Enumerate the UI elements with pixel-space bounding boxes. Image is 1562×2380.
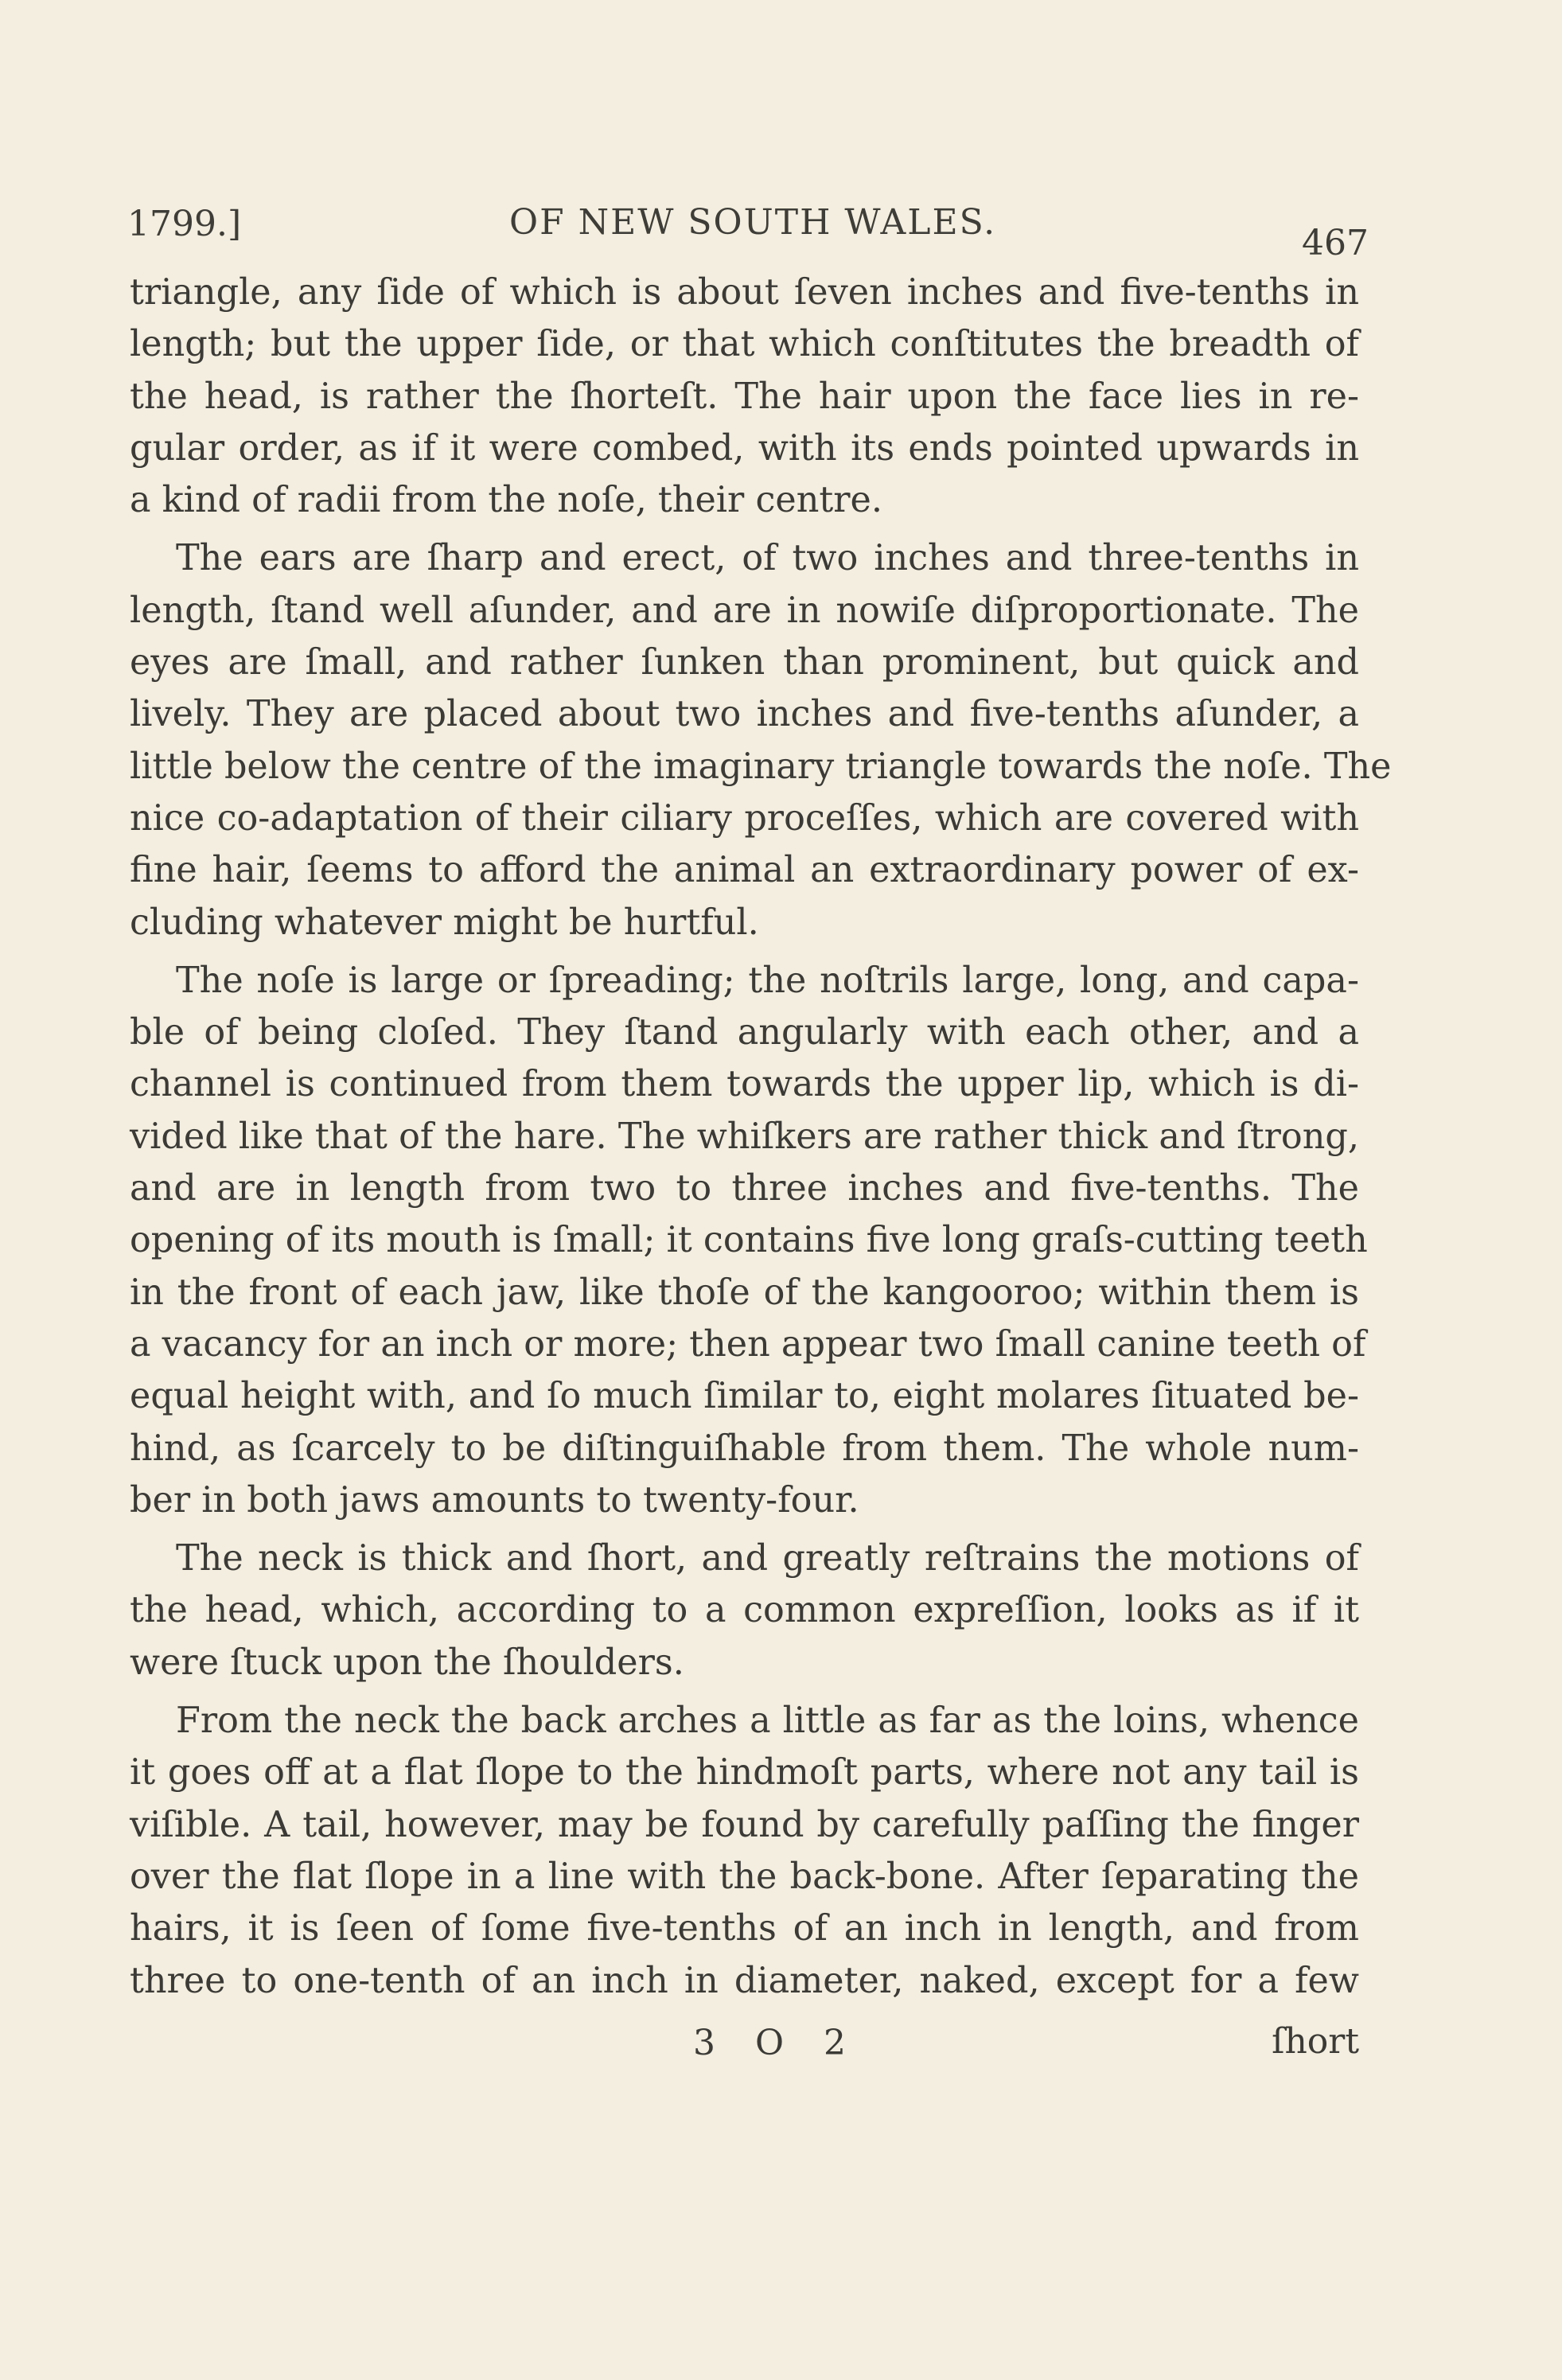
text-line: fine hair, ſeems to afford the animal an extraordinary power of ex- <box>130 850 1359 891</box>
paragraph-gap <box>130 1689 1359 1695</box>
text-line: channel is continued from them towards the upper lip, which is di- <box>130 1064 1359 1105</box>
header-year: 1799.] <box>127 204 242 244</box>
text-line: length; but the upper ſide, or that which conſtitutes the breadth of <box>130 324 1359 365</box>
text-line: were ſtuck upon the ſhoulders. <box>130 1642 684 1683</box>
text-line: three to one-tenth of an inch in diameter, naked, except for a few <box>130 1960 1359 2001</box>
text-line: The neck is thick and ſhort, and greatly reſtrains the motions of <box>176 1538 1359 1580</box>
text-line: cluding whatever might be hurtful. <box>130 902 759 943</box>
paragraph-gap <box>130 1526 1359 1533</box>
text-line: little below the centre of the imaginary triangle towards the noſe. The <box>130 746 1392 787</box>
text-line: The ears are ſharp and erect, of two inches and three-tenths in <box>176 538 1359 579</box>
text-line: viſible. A tail, however, may be found by carefully paſſing the finger <box>130 1804 1359 1845</box>
text-line: triangle, any ſide of which is about ſeven inches and five-tenths in <box>130 272 1359 313</box>
header-title: OF NEW SOUTH WALES. <box>509 202 997 243</box>
text-line: hairs, it is ſeen of ſome five-tenths of an inch in length, and from <box>130 1908 1359 1950</box>
text-line: a vacancy for an inch or more; then appear two ſmall canine teeth of <box>130 1323 1366 1365</box>
text-line: over the flat ſlope in a line with the back-bone. After ſeparating the <box>130 1856 1359 1897</box>
body-text <box>130 267 1392 2007</box>
text-line: nice co-adaptation of their ciliary proceſſes, which are covered with <box>130 797 1359 839</box>
text-line: a kind of radii from the noſe, their centre. <box>130 480 882 521</box>
text-line: it goes off at a flat ſlope to the hindmoſt parts, where not any tail is <box>130 1752 1359 1794</box>
text-line: length, ſtand well aſunder, and are in nowiſe diſproportionate. The <box>130 590 1359 631</box>
text-line: equal height with, and ſo much ſimilar to, eight molares ſituated be- <box>130 1376 1359 1417</box>
text-line: eyes are ſmall, and rather ſunken than prominent, but quick and <box>130 642 1359 684</box>
text-line: lively. They are placed about two inches and five-tenths aſunder, a <box>130 694 1359 735</box>
paragraph-gap <box>130 948 1359 955</box>
text-line: vided like that of the hare. The whiſkers are rather thick and ſtrong, <box>130 1116 1359 1157</box>
running-header <box>127 185 1369 263</box>
text-line: the head, which, according to a common expreſſion, looks as if it <box>130 1590 1359 1631</box>
page-number: 467 <box>1302 223 1369 263</box>
text-line: From the neck the back arches a little as far as the loins, whence <box>176 1700 1359 1742</box>
text-line: ber in both jaws amounts to twenty-four. <box>130 1479 859 1521</box>
text-line: and are in length from two to three inches and five-tenths. The <box>130 1168 1359 1209</box>
text-line: in the front of each jaw, like thoſe of the kangooroo; within them is <box>130 1272 1359 1313</box>
text-line: the head, is rather the ſhorteſt. The hair upon the face lies in re- <box>130 376 1359 417</box>
text-line: gular order, as if it were combed, with its ends pointed upwards in <box>130 427 1359 469</box>
page-footer <box>130 2015 1359 2070</box>
catchword: ſhort <box>1272 2021 1359 2062</box>
text-line: ble of being cloſed. They ſtand angularly with each other, and a <box>130 1012 1359 1054</box>
paragraph-gap <box>130 526 1359 532</box>
signature-mark: 3 O 2 <box>693 2023 861 2063</box>
text-line: opening of its mouth is ſmall; it contains five long graſs-cutting teeth <box>130 1220 1368 1261</box>
text-line: hind, as ſcarcely to be diſtinguiſhable from them. The whole num- <box>130 1428 1359 1469</box>
text-line: The noſe is large or ſpreading; the noſtrils large, long, and capa- <box>176 960 1359 1001</box>
